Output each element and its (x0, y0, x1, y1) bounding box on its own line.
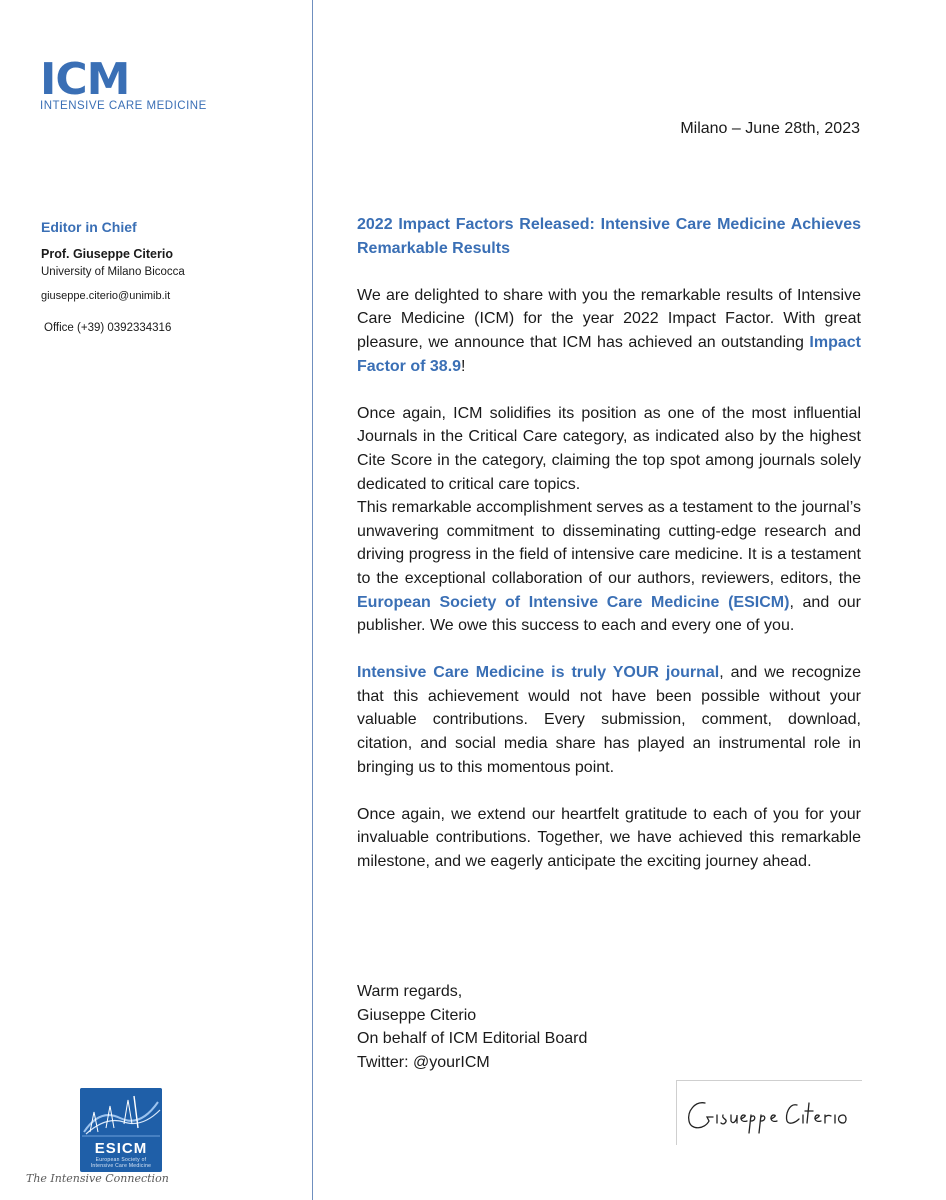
esicm-fullname: European Society of Intensive Care Medicine (90, 1157, 152, 1169)
letter-closing (357, 980, 587, 1074)
esicm-bridge-icon (80, 1088, 162, 1140)
editor-affiliation: University of Milano Bicocca (41, 266, 185, 278)
icm-logo-subtitle: INTENSIVE CARE MEDICINE (40, 100, 207, 112)
esicm-logo (80, 1088, 162, 1172)
handwritten-signature (677, 1081, 862, 1145)
paragraph-1: We are delighted to share with you the remarkable results of Intensive Care Medicine (ICM) for the year 2022 Impact Factor. With great pleasure, we announce that ICM has achieved an outstanding Impact Factor of 38.9! (357, 286, 861, 375)
paragraph-5: Once again, we extend our heartfelt gratitude to each of you for your invaluable contributions. Together, we have achieved this remarkable milestone, and we eagerly anticipate the exciting journey ahead. (357, 805, 861, 871)
editor-office-phone: Office (+39) 0392334316 (44, 322, 172, 334)
paragraph-3: This remarkable accomplishment serves as a testament to the journal’s unwavering commitment to disseminating cutting-edge research and driving progress in the field of intensive care medicine. It is a testament to the exceptional collaboration of our authors, reviewers, editors, the European Society of Intensive Care Medicine (ESICM), and our publisher. We owe this success to each and every one of you. (357, 499, 862, 635)
closing-board: On behalf of ICM Editorial Board (357, 1030, 588, 1048)
impact-factor-highlight: Impact Factor of 38.9 (357, 333, 861, 375)
editor-email-link[interactable]: giuseppe.citerio@unimib.it (41, 290, 171, 302)
letter-body (357, 213, 861, 874)
editor-name: Prof. Giuseppe Citerio (41, 247, 173, 261)
editor-block (41, 219, 301, 334)
column-divider (312, 0, 313, 1200)
paragraph-4: Intensive Care Medicine is truly YOUR journal, and we recognize that this achievement would not have been possible without your valuable contributions. Every submission, comment, download, citation, and social media share has played an instrumental role in bringing us to this momentous point. (357, 664, 861, 776)
icm-logo-mark: ICM (40, 54, 130, 105)
icm-logo (38, 54, 228, 118)
letter-headline: 2022 Impact Factors Released: Intensive Care Medicine Achieves Remarkable Results (357, 216, 861, 257)
closing-regards: Warm regards, (357, 983, 463, 1000)
your-journal-highlight: Intensive Care Medicine is truly YOUR journal (357, 664, 720, 682)
closing-twitter: Twitter: @yourICM (357, 1053, 490, 1071)
editor-role: Editor in Chief (41, 219, 137, 235)
esicm-wordmark: ESICM (94, 1140, 148, 1157)
signature-box (676, 1080, 862, 1145)
letter-date: Milano – June 28th, 2023 (680, 120, 860, 137)
closing-name: Giuseppe Citerio (357, 1006, 477, 1024)
esicm-highlight: European Society of Intensive Care Medicine (ESICM) (357, 593, 790, 611)
paragraph-2: Once again, ICM solidifies its position as one of the most influential Journals in the Critical Care category, as indicated also by the highest Cite Score in the category, claiming the top spot among journals solely dedicated to critical care topics. (357, 404, 861, 493)
esicm-tagline: The Intensive Connection (26, 1172, 169, 1185)
